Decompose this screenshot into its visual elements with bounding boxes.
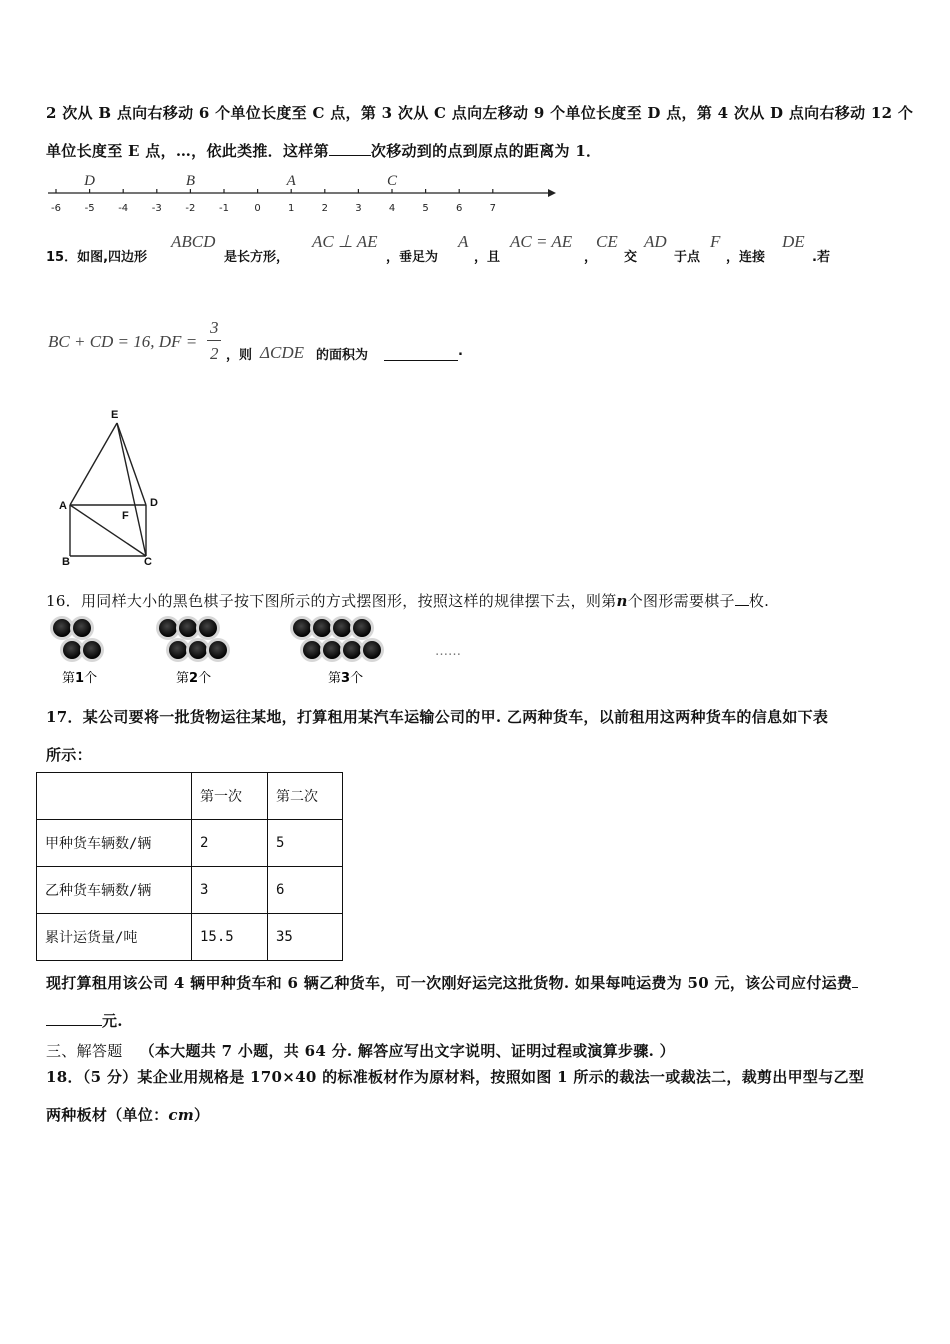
table-cell: 15.5 [192, 914, 268, 961]
q14-line2-text-b: 次移动到的点到原点的距离为 1． [370, 142, 602, 160]
label-e: E [111, 409, 119, 421]
tick-label: 2 [321, 203, 328, 214]
q14-line2-text-a: 单位长度至 E 点，…，依此类推．这样第 [46, 142, 329, 160]
answer-blank[interactable] [735, 591, 749, 606]
q14-line1: 2 次从 B 点向右移动 6 个单位长度至 C 点，第 3 次从 C 点向左移动 9 个单位长度至 D 点，第 4 次从 D 点向右移动 12 个 [46, 104, 914, 122]
table-cell: 2 [192, 820, 268, 867]
segment-ea [70, 423, 117, 505]
answer-blank[interactable] [852, 973, 858, 988]
tick-label: -1 [219, 203, 229, 214]
q17-line2: 所示： [46, 746, 92, 764]
black-stone [293, 619, 311, 637]
q15-frac-den: 2 [210, 344, 219, 363]
q15-t5: 交 [624, 250, 638, 265]
q15-t9: ，则 [226, 348, 253, 363]
ellipsis: …… [435, 644, 461, 659]
section3-title: 三、解答题 [46, 1042, 123, 1060]
answer-blank[interactable] [46, 1011, 102, 1026]
point-label-c: C [386, 173, 398, 189]
label-f: F [122, 510, 129, 522]
q15-t4: ， [584, 250, 598, 265]
q15-f: F [710, 232, 721, 251]
tick-label: 4 [388, 203, 396, 214]
q17-after1 [46, 972, 858, 993]
q15-condition: BC + CD = 16, DF = [48, 332, 198, 351]
q15-ac-eq-ae: AC = AE [510, 232, 573, 251]
q15-t10: 的面积为 [316, 348, 369, 363]
table-row [37, 914, 343, 961]
q15-t1: 是长方形， [224, 250, 290, 265]
q15-t8: .若 [812, 250, 830, 265]
number-line-arrow [548, 189, 556, 197]
table-row [37, 867, 343, 914]
table-header-cell: 第二次 [268, 773, 343, 820]
table-cell: 5 [268, 820, 343, 867]
point-label-a: A [286, 173, 296, 189]
q17-after1-text: 现打算租用该公司 4 辆甲种货车和 6 辆乙种货车，可一次刚好运完这批货物. 如果每吨运费为 50 元，该公司应付运费 [46, 974, 853, 992]
point-label-d: D [84, 173, 96, 189]
tick-label: 3 [355, 203, 362, 214]
q15-ad: AD [644, 232, 667, 251]
black-stone [83, 641, 101, 659]
q15-a: A [458, 232, 469, 251]
segment-ec [117, 423, 146, 556]
q15-line1 [46, 230, 926, 280]
answer-blank[interactable] [329, 141, 371, 156]
tick-label: -4 [118, 203, 129, 214]
label-c: C [144, 556, 152, 568]
black-stone [53, 619, 71, 637]
caption-1: 第1个 [62, 671, 98, 686]
table-cell: 乙种货车辆数/辆 [37, 867, 192, 914]
q16-n: n [616, 592, 628, 610]
section3-desc: （本大题共 7 小题，共 64 分. 解答应写出文字说明、证明过程或演算步骤. ） [139, 1042, 675, 1060]
table-header-row [37, 773, 343, 820]
q18-unit: cm [168, 1106, 195, 1124]
table-row [37, 820, 343, 867]
q18-line2 [46, 1104, 209, 1125]
q16-text-c: 枚. [748, 592, 770, 610]
tick-label: -3 [151, 203, 162, 214]
segment-ac [70, 505, 146, 556]
black-stone [353, 619, 371, 637]
black-stone [363, 641, 381, 659]
q15-de: DE [782, 232, 805, 251]
point-label-b: B [185, 173, 195, 189]
q15-frac-bar [207, 340, 221, 341]
table-header-cell: 第一次 [192, 773, 268, 820]
black-stone [73, 619, 91, 637]
tick-label: -2 [185, 203, 196, 214]
black-stone [169, 641, 187, 659]
black-stone [323, 641, 341, 659]
number-line [40, 168, 560, 218]
q15-t11: . [458, 344, 463, 359]
table-header-cell [37, 773, 192, 820]
table-cell: 甲种货车辆数/辆 [37, 820, 192, 867]
black-stone [179, 619, 197, 637]
q17-after2 [46, 1010, 123, 1031]
table-cell: 6 [268, 867, 343, 914]
q16-text-a: 16．用同样大小的黑色棋子按下图所示的方式摆图形，按照这样的规律摆下去，则第 [46, 592, 617, 610]
q16-figures [46, 616, 476, 688]
section3-heading [46, 1040, 675, 1061]
q16-line [46, 590, 769, 611]
q14-line2 [46, 140, 601, 161]
answer-blank[interactable] [384, 346, 458, 361]
table-cell: 累计运货量/吨 [37, 914, 192, 961]
q15-frac-num: 3 [210, 318, 219, 337]
q15-abcd: ABCD [171, 232, 216, 251]
black-stone [209, 641, 227, 659]
q15-line2 [48, 316, 648, 372]
q18-line1: 18．（5 分）某企业用规格是 170×40 的标准板材作为原材料，按照如图 1 所示的裁法一或裁法二，裁剪出甲型与乙型 [46, 1068, 865, 1086]
q16-text-b: 个图形需要棋子 [627, 592, 735, 610]
label-a: A [59, 500, 67, 512]
q15-triangle: ΔCDE [260, 343, 304, 362]
q15-ac-perp-ae: AC ⊥ AE [312, 232, 378, 251]
q15-number: 15．如图,四边形 [46, 250, 148, 265]
black-stone [313, 619, 331, 637]
q17-line1: 17．某公司要将一批货物运往某地，打算租用某汽车运输公司的甲. 乙两种货车，以前租用这两种货车的信息如下表 [46, 708, 829, 726]
q15-ce: CE [596, 232, 618, 251]
q15-t7: ，连接 [726, 250, 766, 265]
tick-label: 5 [422, 203, 429, 214]
q15-t3: ，且 [474, 250, 501, 265]
q15-figure [55, 405, 165, 570]
black-stone [159, 619, 177, 637]
tick-label: -6 [51, 203, 61, 214]
freight-table [36, 772, 343, 961]
tick-label: -5 [84, 203, 95, 214]
table-cell: 35 [268, 914, 343, 961]
label-d: D [150, 497, 158, 509]
q17-after2-text: 元. [102, 1012, 123, 1030]
label-b: B [62, 556, 70, 568]
caption-2: 第2个 [176, 671, 212, 686]
black-stone [303, 641, 321, 659]
table-cell: 3 [192, 867, 268, 914]
tick-label: 1 [288, 203, 295, 214]
caption-3: 第3个 [328, 671, 364, 686]
q15-t2: ，垂足为 [386, 250, 439, 265]
black-stone [333, 619, 351, 637]
q15-t6: 于点 [674, 250, 701, 265]
black-stone [199, 619, 217, 637]
black-stone [189, 641, 207, 659]
tick-label: 6 [456, 203, 463, 214]
tick-label: 7 [489, 203, 496, 214]
black-stone [63, 641, 81, 659]
tick-label: 0 [254, 203, 261, 214]
black-stone [343, 641, 361, 659]
q18-line2-text-b: ） [194, 1106, 210, 1124]
q18-line2-text-a: 两种板材（单位： [46, 1106, 169, 1124]
